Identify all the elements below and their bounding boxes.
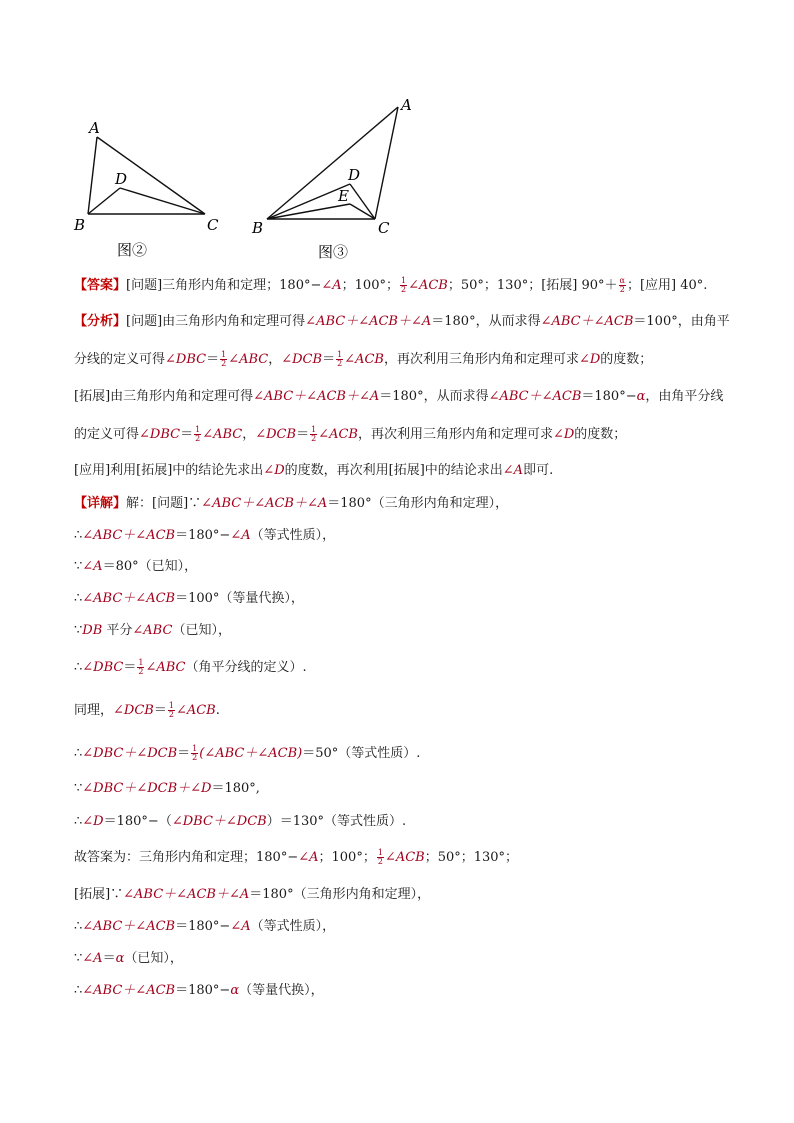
analysis-line-1	[74, 313, 730, 331]
detail-math: ∠ACB	[175, 703, 216, 718]
detail-math: ∠ACB	[384, 850, 425, 865]
answer-text-2: ；100°；	[341, 278, 399, 293]
analysis-math: ∠ACB	[318, 427, 358, 442]
geometry-figures	[60, 92, 460, 267]
detail-math: ∠ABC＋∠ACB	[82, 983, 176, 998]
detail-text: ＝180°−	[175, 528, 231, 543]
fraction-numerator: 1	[311, 425, 317, 434]
analysis-text: ，由角平分线	[645, 389, 724, 404]
detail-math: ∠D	[82, 814, 104, 829]
analysis-math: ∠D	[552, 427, 575, 442]
detail-line-9	[74, 780, 260, 798]
detail-text: [拓展]∵	[74, 887, 124, 902]
detail-text: ∵	[74, 623, 83, 638]
analysis-text: ＝100°，由角平	[633, 314, 730, 329]
fig3-label-d: D	[348, 166, 361, 184]
analysis-math: ∠DBC	[165, 352, 207, 367]
detail-text: （已知），	[124, 951, 183, 966]
answer-text-3: ；50°；130°；[拓展] 90°＋	[447, 278, 618, 293]
fraction-half	[377, 849, 384, 866]
detail-text: ∵	[74, 559, 83, 574]
fraction-denominator: 2	[168, 710, 174, 719]
analysis-text: 的度数，再次利用[拓展]中的结论求出	[284, 463, 503, 478]
answer-fraction-half	[400, 277, 407, 294]
detail-text: 同理，	[74, 703, 114, 718]
detail-math: ∠ABC＋∠ACB	[82, 919, 176, 934]
fraction-denominator: 2	[138, 667, 144, 676]
detail-text: ＝100°（等量代换），	[175, 591, 304, 606]
answer-tag: 【答案】	[74, 278, 127, 293]
analysis-math: ∠ABC＋∠ACB＋∠A	[253, 389, 380, 404]
fraction-denominator: 2	[195, 434, 201, 443]
fig2-label-b: B	[74, 216, 86, 234]
detail-math: ∠A	[82, 559, 103, 574]
detail-math: ∠DBC	[82, 660, 124, 675]
detail-text: 解：[问题]∵	[126, 496, 202, 511]
analysis-text: ＝180°，从而求得	[379, 389, 489, 404]
analysis-text: ＝180°−	[581, 389, 637, 404]
detail-math: (∠ABC＋∠ACB)	[199, 746, 303, 761]
fraction-numerator: 1	[195, 425, 201, 434]
fig3-label-a: A	[401, 96, 412, 114]
fig3-line-dc	[350, 184, 375, 219]
answer-text-4: ；[应用] 40°.	[626, 278, 708, 293]
fig3-line-be	[267, 204, 350, 219]
analysis-math: ∠DBC	[139, 427, 181, 442]
detail-text: （等量代换），	[239, 983, 324, 998]
detail-line-8: ∴∠DBC＋∠DCB＝ $\frac{1}{2}$ (∠ABC＋∠ACB)＝50°（等式性质）.	[74, 744, 421, 762]
figure-2	[73, 119, 219, 259]
detail-text: ＝180°,	[211, 781, 260, 796]
analysis-line-2: 分线的定义可得∠DBC＝ $\frac{1}{2}$ ∠ABC，∠DCB＝ $\frac{1}{2}$ ∠ACB，再次利用三角形内角和定理可求∠D的度数；	[74, 350, 653, 368]
analysis-math: ∠DCB	[255, 427, 297, 442]
fraction-denominator: 2	[400, 285, 407, 294]
detail-math: ∠ABC＋∠ACB＋∠A	[123, 887, 250, 902]
analysis-math: ∠DCB	[281, 352, 323, 367]
detail-line-5	[74, 622, 231, 640]
analysis-text: 分线的定义可得	[74, 352, 166, 367]
fraction-denominator: 2	[311, 434, 317, 443]
answer-fraction-alpha	[619, 277, 626, 294]
analysis-math: α	[636, 389, 646, 404]
detail-math: ∠DBC＋∠DCB＋∠D	[82, 781, 212, 796]
analysis-math: ∠ABC	[202, 427, 243, 442]
detail-math: ∠A	[230, 919, 251, 934]
fraction-numerator: 1	[138, 658, 144, 667]
detail-math: DB	[82, 623, 103, 638]
detail-math: α	[115, 951, 125, 966]
detail-line-1	[74, 495, 508, 513]
fig2-label-c: C	[207, 216, 219, 234]
detail-line-15	[74, 982, 324, 1000]
detail-line-7: 同理，∠DCB＝ $\frac{1}{2}$ ∠ACB.	[74, 701, 220, 719]
fraction-denominator: 2	[192, 753, 198, 762]
fig2-line-ac	[97, 137, 205, 214]
analysis-text: 的定义可得	[74, 427, 140, 442]
analysis-text: [问题]由三角形内角和定理可得	[126, 314, 306, 329]
answer-text-1: [问题]三角形内角和定理；180°−	[126, 278, 322, 293]
analysis-text: ，再次利用三角形内角和定理可求	[383, 352, 579, 367]
fig3-label-e: E	[338, 187, 349, 205]
answer-math-1: ∠A	[321, 278, 342, 293]
fraction-numerator: 1	[221, 350, 227, 359]
detail-text: （已知），	[172, 623, 231, 638]
detail-tag: 【详解】	[74, 496, 127, 511]
fig2-line-bd	[88, 188, 120, 214]
detail-text: ∴	[74, 746, 83, 761]
detail-line-14	[74, 950, 183, 968]
detail-text: ；100°；	[318, 850, 376, 865]
detail-math: ∠DCB	[113, 703, 154, 718]
fraction-half	[194, 426, 201, 443]
detail-line-13	[74, 918, 335, 936]
fraction-denominator: 2	[337, 359, 343, 368]
fig3-line-ec	[350, 204, 375, 219]
analysis-text: 即可.	[523, 463, 554, 478]
detail-line-2	[74, 527, 335, 545]
analysis-line-3	[74, 388, 723, 406]
analysis-tag: 【分析】	[74, 314, 127, 329]
detail-text: 故答案为：三角形内角和定理；180°−	[74, 850, 299, 865]
analysis-text: ＝180°，从而求得	[431, 314, 541, 329]
detail-text: ＝180°−（	[103, 814, 172, 829]
analysis-text: 的度数；	[574, 427, 627, 442]
detail-line-6: ∴∠DBC＝ $\frac{1}{2}$ ∠ABC（角平分线的定义）.	[74, 658, 307, 676]
detail-text: ＝180°−	[175, 983, 231, 998]
fig2-label-d: D	[115, 170, 128, 188]
analysis-math: ∠ABC＋∠ACB	[488, 389, 582, 404]
fraction-numerator: α	[619, 276, 625, 285]
fraction-half	[137, 659, 144, 676]
detail-text: 平分	[102, 623, 133, 638]
analysis-math: ∠D	[263, 463, 285, 478]
fig3-label-c: C	[378, 219, 390, 237]
detail-text: ∴	[74, 528, 83, 543]
detail-text: ＝50°（等式性质）.	[302, 746, 421, 761]
detail-math: ∠ABC	[132, 623, 173, 638]
detail-line-4	[74, 590, 304, 608]
answer-line	[74, 277, 707, 295]
detail-math: ∠ABC＋∠ACB	[82, 528, 176, 543]
detail-text: ＝	[102, 951, 116, 966]
fig2-line-ab	[88, 137, 97, 214]
fraction-half	[191, 745, 198, 762]
analysis-math: ∠D	[578, 352, 601, 367]
detail-text: ∴	[74, 660, 83, 675]
detail-math: ∠DBC＋∠DCB	[171, 814, 267, 829]
fraction-numerator: 1	[192, 744, 198, 753]
detail-line-11	[74, 849, 518, 867]
analysis-text: [拓展]由三角形内角和定理可得	[74, 389, 254, 404]
fig2-caption: 图②	[117, 241, 148, 259]
fig3-label-b: B	[252, 219, 264, 237]
detail-text: ＝80°（已知），	[102, 559, 198, 574]
detail-math: ∠ABC＋∠ACB＋∠A	[201, 496, 328, 511]
detail-text: ∴	[74, 591, 83, 606]
detail-text: ）＝130°（等式性质）.	[266, 814, 407, 829]
analysis-math: ∠ABC＋∠ACB＋∠A	[305, 314, 432, 329]
analysis-line-5	[74, 462, 553, 480]
analysis-math: ∠ACB	[344, 352, 384, 367]
fraction-denominator: 2	[619, 285, 625, 294]
fig2-label-a: A	[89, 119, 100, 137]
fraction-numerator: 1	[337, 350, 343, 359]
detail-text: ∴	[74, 983, 83, 998]
analysis-math: ∠A	[502, 463, 524, 478]
analysis-math: ∠ABC＋∠ACB	[540, 314, 634, 329]
detail-text: ∵	[74, 951, 83, 966]
answer-math-2: ∠ACB	[408, 278, 448, 293]
detail-math: ∠A	[230, 528, 251, 543]
detail-math: ∠ABC＋∠ACB	[82, 591, 176, 606]
detail-text: ∵	[74, 781, 83, 796]
fraction-numerator: 1	[168, 701, 174, 710]
detail-text: ∴	[74, 814, 83, 829]
figure-3	[251, 96, 412, 261]
detail-text: ＝180°（三角形内角和定理），	[249, 887, 431, 902]
fig2-line-dc	[120, 188, 205, 214]
fraction-half	[310, 426, 317, 443]
fraction-numerator: 1	[377, 848, 383, 857]
fraction-half	[220, 351, 227, 368]
detail-line-10	[74, 813, 406, 831]
analysis-line-4: 的定义可得∠DBC＝ $\frac{1}{2}$ ∠ABC，∠DCB＝ $\frac{1}{2}$ ∠ACB，再次利用三角形内角和定理可求∠D的度数；	[74, 425, 627, 443]
detail-math: ∠A	[82, 951, 103, 966]
analysis-text: [应用]利用[拓展]中的结论先求出	[74, 463, 264, 478]
detail-text: （等式性质），	[250, 528, 336, 543]
fraction-numerator: 1	[400, 276, 407, 285]
detail-math: ∠ABC	[145, 660, 186, 675]
detail-text: ＝180°−	[175, 919, 231, 934]
detail-text: （等式性质），	[250, 919, 336, 934]
analysis-text: 的度数；	[600, 352, 653, 367]
fraction-half	[336, 351, 343, 368]
fig3-caption: 图③	[318, 243, 349, 261]
detail-line-12	[74, 886, 430, 904]
fraction-denominator: 2	[377, 857, 383, 866]
detail-text: ＝180°（三角形内角和定理），	[327, 496, 509, 511]
analysis-math: ∠ABC	[228, 352, 269, 367]
detail-line-3	[74, 558, 197, 576]
detail-math: ∠DBC＋∠DCB	[82, 746, 178, 761]
detail-math: ∠A	[298, 850, 319, 865]
analysis-text: ，再次利用三角形内角和定理可求	[357, 427, 553, 442]
detail-text: ∴	[74, 919, 83, 934]
detail-text: ；50°；130°；	[424, 850, 519, 865]
detail-math: α	[230, 983, 240, 998]
detail-text: （角平分线的定义）.	[185, 660, 307, 675]
fraction-denominator: 2	[221, 359, 227, 368]
fraction-half	[168, 702, 175, 719]
